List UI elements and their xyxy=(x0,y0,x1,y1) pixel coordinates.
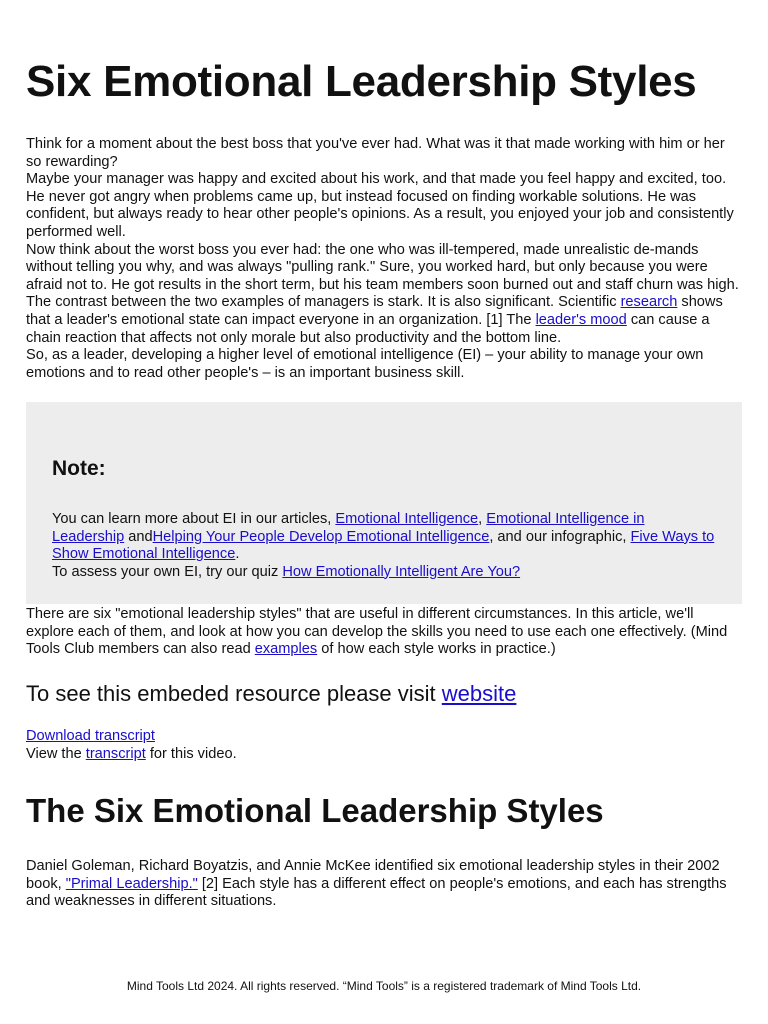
view-text-a: View the xyxy=(26,745,86,762)
five-ways-infographic-link[interactable]: Five Ways to Show Emotional Intelligence xyxy=(52,528,715,563)
download-transcript-link[interactable]: Download transcript xyxy=(26,728,155,744)
note-end-1: . xyxy=(235,546,240,563)
intro-section xyxy=(26,136,742,382)
note-text-a: You can learn more about EI in our articles, xyxy=(52,511,336,527)
leaders-mood-link[interactable]: leader's mood xyxy=(535,311,627,328)
styles-intro-section xyxy=(26,606,742,659)
note-heading: Note: xyxy=(52,457,106,480)
helping-people-develop-ei-link[interactable]: Helping Your People Develop Emotional Intelligence xyxy=(152,528,490,545)
transcript-link[interactable]: transcript xyxy=(85,745,146,762)
note-box xyxy=(26,402,742,604)
note-sep-1: , xyxy=(478,511,487,527)
note-content xyxy=(52,511,716,581)
embed-notice-text: To see this embeded resource please visit xyxy=(26,681,442,706)
ei-in-leadership-link[interactable]: Emotional Intelligence in Leadership xyxy=(52,511,645,545)
styles-section xyxy=(26,858,742,911)
intro-p4-text-c: can cause a chain reaction that affects not only morale but also productivity and the bottom line. xyxy=(26,311,710,346)
styles-intro-paragraph xyxy=(26,606,742,659)
styles-text-a: Daniel Goleman, Richard Boyatzis, and Annie McKee identified six emotional leadership styles in their 2002 book, xyxy=(26,858,720,892)
note-line-2 xyxy=(52,564,716,582)
intro-p4-text-b: shows that a leader's emotional state can impact everyone in an organization. [1] The xyxy=(26,294,723,328)
intro-paragraph-2: Maybe your manager was happy and excited about his work, and that made you feel happy and excited, too. He never got angry when problems came up, but instead focused on finding workable solutions. He was confident, but always ready to hear other people's opinions. As a result, you enjoyed your job and consistently performed well. xyxy=(26,171,734,240)
intro-p4-text-a: The contrast between the two examples of managers is stark. It is also significant. Scientific xyxy=(26,294,621,311)
section-heading: The Six Emotional Leadership Styles xyxy=(26,792,604,829)
intro-paragraph-5: So, as a leader, developing a higher level of emotional intelligence (EI) – your ability to manage your own emotions and to read other people's – is an important business skill. xyxy=(26,347,704,381)
page-title: Six Emotional Leadership Styles xyxy=(26,57,697,106)
note-line-1 xyxy=(52,511,716,564)
page-footer: Mind Tools Ltd 2024. All rights reserved. “Mind Tools” is a registered trademark of Mind Tools Ltd. xyxy=(126,979,642,993)
styles-paragraph xyxy=(26,858,742,911)
download-line xyxy=(26,728,742,746)
styles-intro-text-b: of how each style works in practice.) xyxy=(317,641,556,658)
note-sep-3: , and our infographic, xyxy=(489,528,631,545)
emotional-intelligence-link[interactable]: Emotional Intelligence xyxy=(335,511,479,527)
ei-quiz-link[interactable]: How Emotionally Intelligent Are You? xyxy=(282,563,521,580)
transcript-section xyxy=(26,728,742,763)
styles-intro-text-a: There are six "emotional leadership styles" that are useful in different circumstances. In this article, we'll explore each of them, and look at how you can develop the skills you need to use each one effectively. (Mind Tools Club members can also read xyxy=(26,606,728,658)
examples-link[interactable]: examples xyxy=(254,641,318,658)
view-text-b: for this video. xyxy=(145,745,237,762)
intro-paragraph-3: Now think about the worst boss you ever had: the one who was ill-tempered, made unrealistic de-mands without telling you why, and was always "pulling rank." Sure, you worked hard, but only because you were afraid not to. He got results in the short term, but his team members soon burned out and staff churn was high. xyxy=(26,241,739,293)
research-link[interactable]: research xyxy=(620,294,678,311)
intro-paragraph-1: Think for a moment about the best boss that you've ever had. What was it that made working with him or her so rewarding? xyxy=(26,136,725,170)
view-transcript-line xyxy=(26,746,742,764)
note-quiz-text: To assess your own EI, try our quiz xyxy=(52,563,283,580)
primal-leadership-link[interactable]: "Primal Leadership." xyxy=(65,875,198,892)
note-sep-2: and xyxy=(124,528,153,545)
intro-paragraph-4 xyxy=(26,294,742,347)
styles-text-b: [2] Each style has a different effect on people's emotions, and each has strengths and weaknesses in different situations. xyxy=(26,875,727,910)
embed-notice xyxy=(26,680,742,708)
website-link[interactable]: website xyxy=(441,681,517,706)
